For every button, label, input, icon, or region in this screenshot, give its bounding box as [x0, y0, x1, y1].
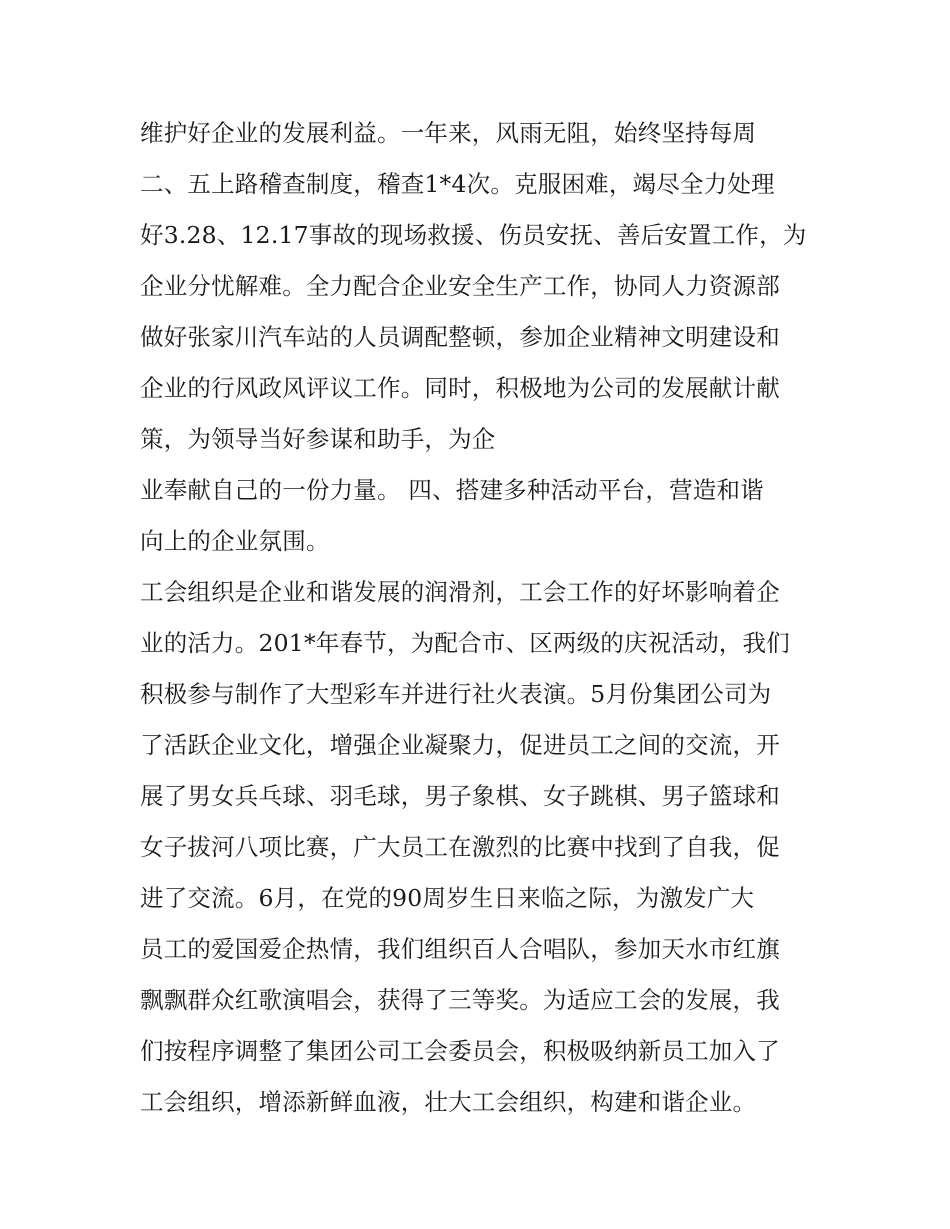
text-line: 员工的爱国爱企热情，我们组织百人合唱队，参加天水市红旗	[140, 935, 780, 963]
text-line: 做好张家川汽车站的人员调配整顿，参加企业精神文明建设和	[140, 323, 780, 351]
text-line: 们按程序调整了集团公司工会委员会，积极吸纳新员工加入了	[140, 1037, 780, 1065]
text-line: 二、五上路稽查制度，稽查1*4次。克服困难，竭尽全力处理	[140, 170, 775, 198]
body-text	[140, 108, 830, 1128]
text-line: 展了男女兵乓球、羽毛球，男子象棋、女子跳棋、男子篮球和	[140, 782, 780, 810]
text-line: 维护好企业的发展利益。一年来，风雨无阻，始终坚持每周	[140, 119, 757, 147]
text-line: 了活跃企业文化，增强企业凝聚力，促进员工之间的交流，开	[140, 731, 780, 759]
text-line: 工会组织是企业和谐发展的润滑剂，工会工作的好坏影响着企	[140, 578, 780, 606]
text-line: 策，为领导当好参谋和助手，为企	[140, 425, 496, 453]
text-line: 业奉献自己的一份力量。 四、搭建多种活动平台，营造和谐	[140, 476, 764, 504]
text-line: 女子拔河八项比赛，广大员工在激烈的比赛中找到了自我，促	[140, 833, 780, 861]
text-line: 积极参与制作了大型彩车并进行社火表演。5月份集团公司为	[140, 680, 772, 708]
text-line: 企业分忧解难。全力配合企业安全生产工作，协同人力资源部	[140, 272, 780, 300]
text-line: 好3.28、12.17事故的现场救援、伤员安抚、善后安置工作，为	[140, 221, 807, 249]
text-line: 企业的行风政风评议工作。同时，积极地为公司的发展献计献	[140, 374, 780, 402]
text-line: 进了交流。6月，在党的90周岁生日来临之际，为激发广大	[140, 884, 755, 912]
text-line: 业的活力。201*年春节，为配合市、区两级的庆祝活动，我们	[140, 629, 790, 657]
text-line: 飘飘群众红歌演唱会，获得了三等奖。为适应工会的发展，我	[140, 986, 780, 1014]
text-line: 向上的企业氛围。	[140, 527, 330, 555]
text-line: 工会组织，增添新鲜血液，壮大工会组织，构建和谐企业。	[140, 1088, 757, 1116]
